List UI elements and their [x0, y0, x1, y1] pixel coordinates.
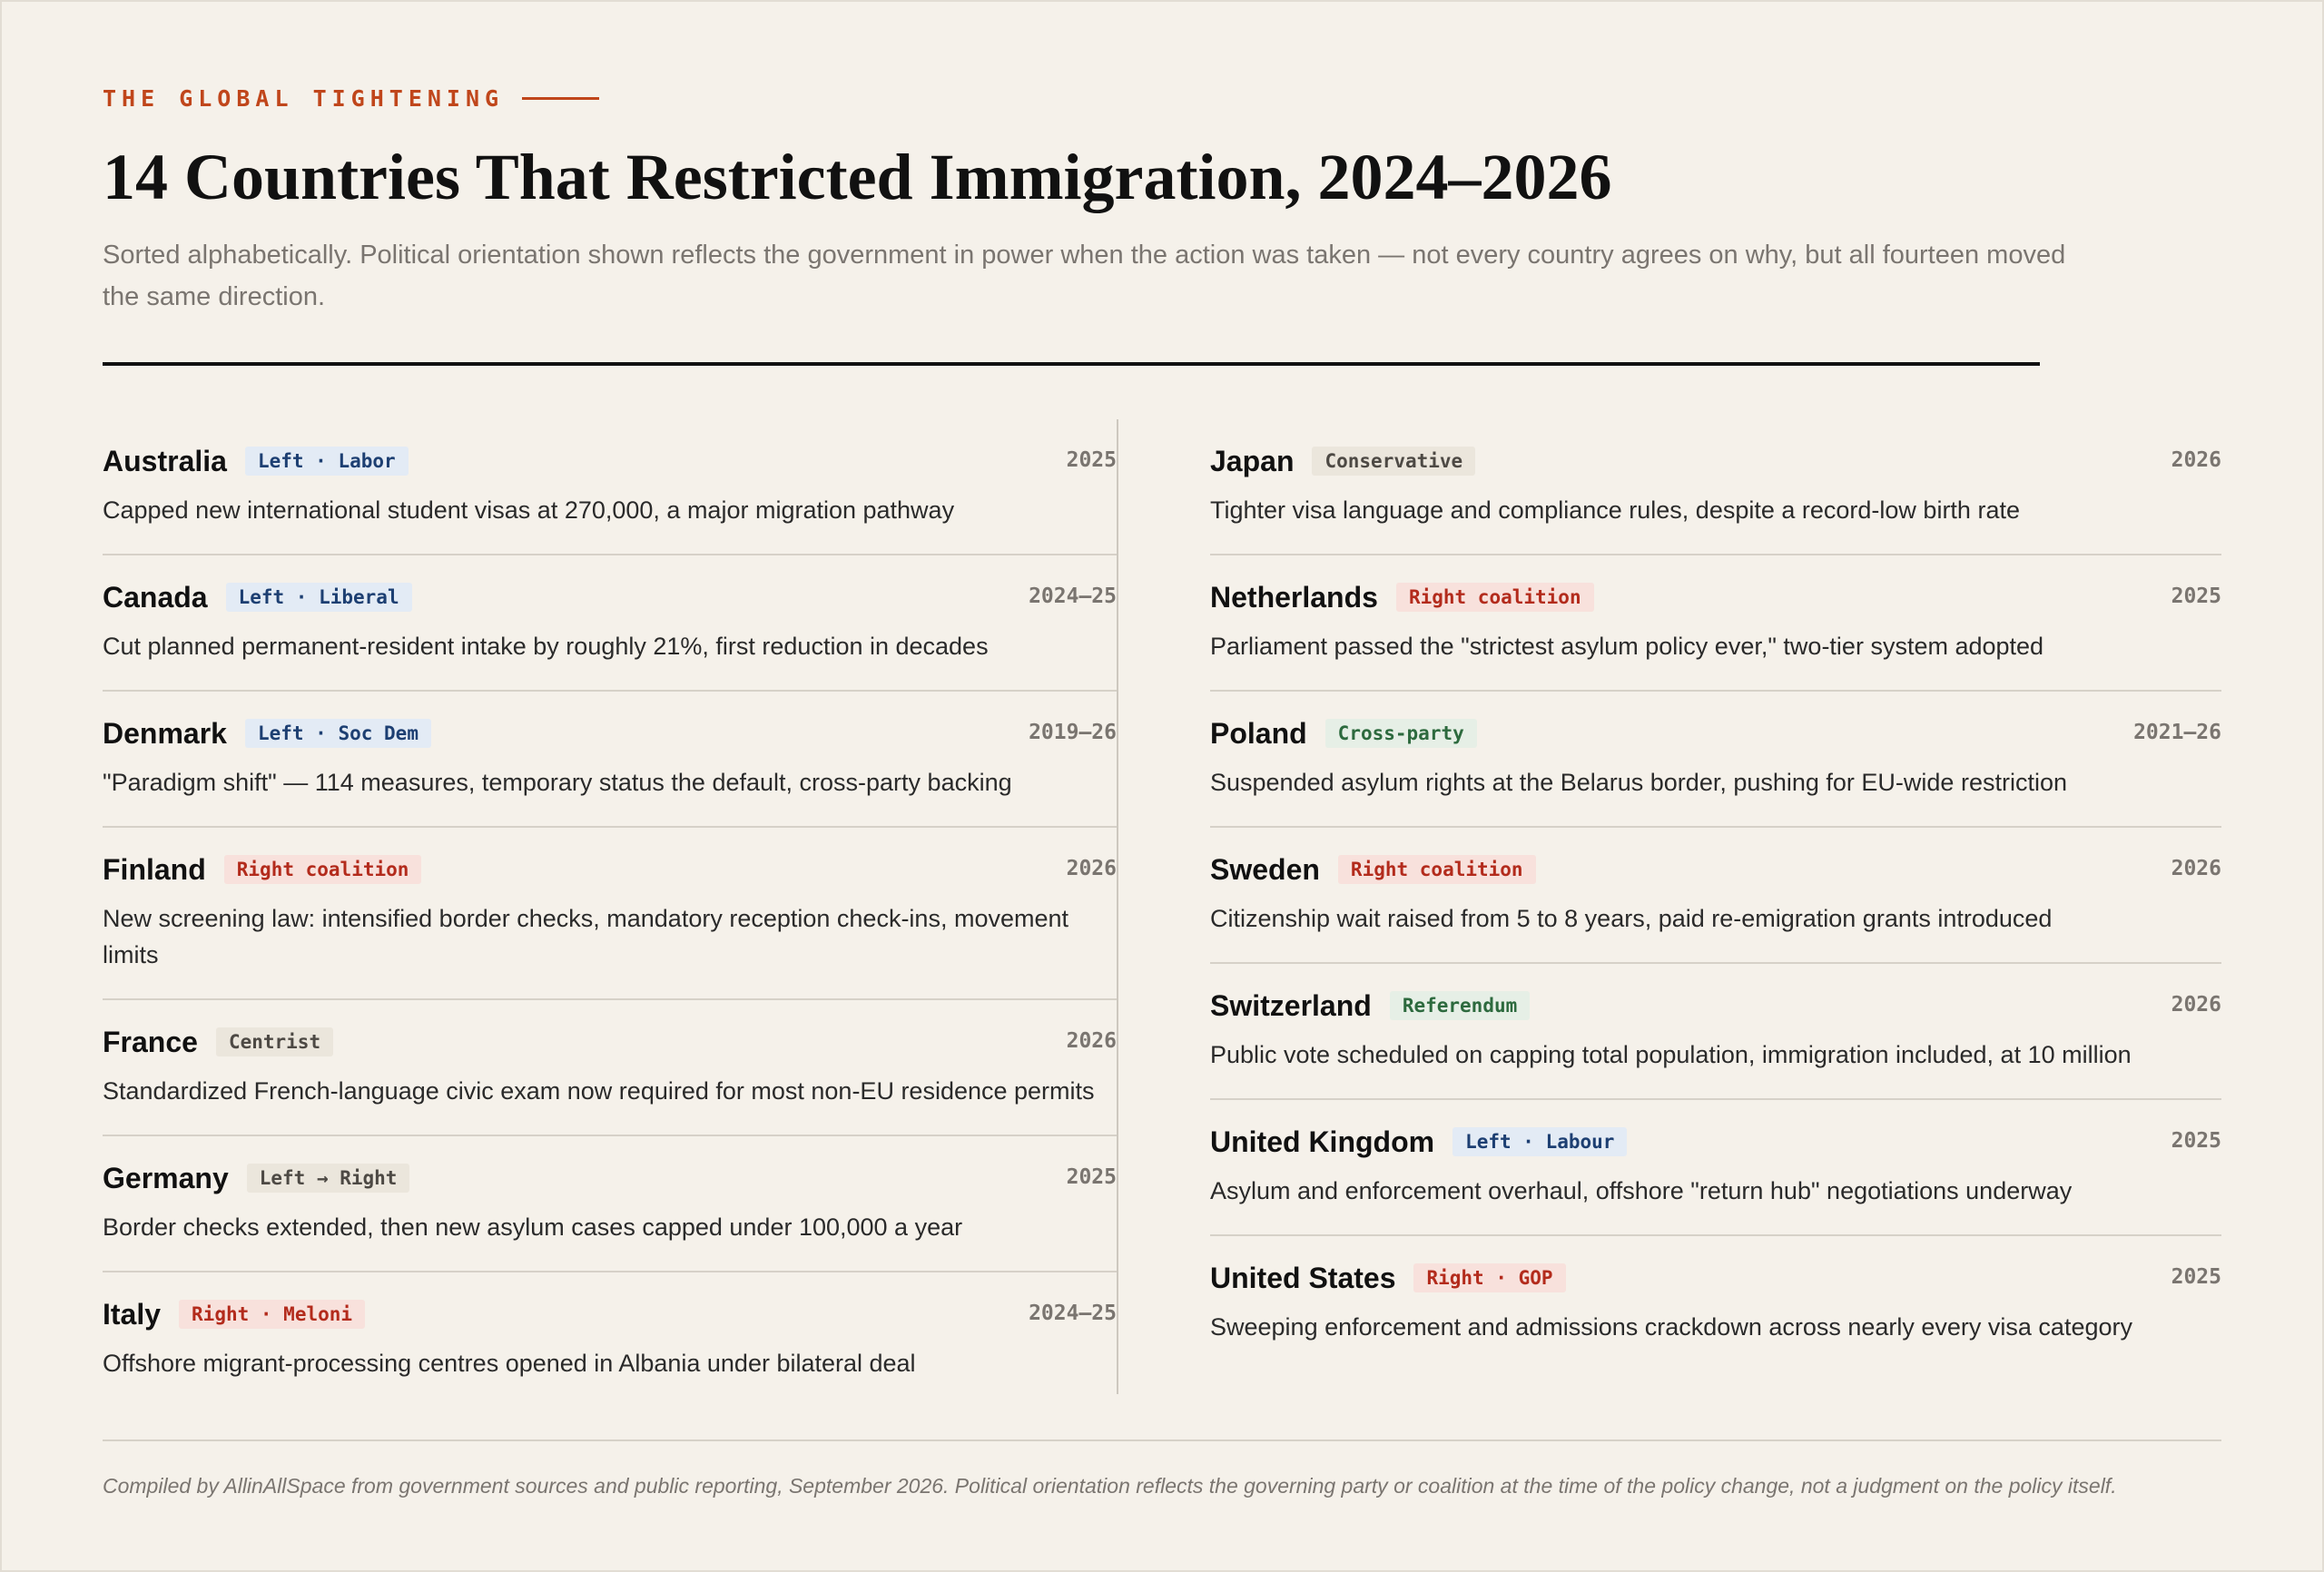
- year-label: 2025: [1066, 1165, 1117, 1189]
- country-name: France: [103, 1025, 198, 1058]
- policy-description: Border checks extended, then new asylum cases capped under 100,000 a year: [103, 1213, 963, 1241]
- orientation-badge: Left · Soc Dem: [245, 719, 431, 748]
- kicker-rule: [522, 97, 599, 100]
- year-label: 2021–26: [2133, 721, 2221, 744]
- entry-header: [103, 577, 1117, 617]
- orientation-badge: Left · Labour: [1452, 1127, 1627, 1156]
- country-name: Canada: [103, 580, 208, 614]
- country-name: Denmark: [103, 716, 227, 750]
- policy-description: Sweeping enforcement and admissions crackdown across nearly every visa category: [1210, 1313, 2132, 1341]
- country-name: Switzerland: [1210, 988, 1372, 1022]
- orientation-badge: Right · GOP: [1413, 1263, 1565, 1292]
- year-label: 2025: [2171, 1265, 2221, 1289]
- year-label: 2026: [2171, 857, 2221, 880]
- country-entry: [1210, 419, 2221, 555]
- country-entry: [103, 1272, 1117, 1407]
- entry-header: [1210, 1258, 2221, 1298]
- country-entry: [103, 419, 1117, 555]
- kicker: [103, 85, 599, 112]
- year-label: 2019–26: [1029, 721, 1117, 744]
- year-label: 2026: [1066, 1029, 1117, 1053]
- entry-header: [103, 713, 1117, 753]
- orientation-badge: Right coalition: [1338, 855, 1536, 884]
- policy-description: New screening law: intensified border checks, mandatory reception check-ins, movement limits: [103, 905, 1068, 968]
- policy-description: Parliament passed the "strictest asylum policy ever," two-tier system adopted: [1210, 633, 2044, 660]
- policy-description: Cut planned permanent-resident intake by roughly 21%, first reduction in decades: [103, 633, 989, 660]
- country-name: Finland: [103, 852, 206, 886]
- orientation-badge: Left → Right: [247, 1164, 410, 1193]
- entry-header: [1210, 441, 2221, 481]
- country-entry: [103, 692, 1117, 828]
- footer-note: Compiled by AllinAllSpace from government sources and public reporting, September 2026. Political orientation reflects the governing party or coalition at the time of the policy change, not a judgment on the policy itself.: [103, 1474, 2117, 1498]
- country-entry: [103, 1000, 1117, 1136]
- entry-header: [103, 1294, 1117, 1334]
- footer-divider: [103, 1439, 2221, 1441]
- kicker-text: THE GLOBAL TIGHTENING: [103, 85, 505, 112]
- country-entry: [1210, 692, 2221, 828]
- orientation-badge: Left · Liberal: [226, 583, 412, 612]
- right-column: [1210, 419, 2221, 1371]
- country-name: Germany: [103, 1161, 229, 1194]
- country-entry: [103, 555, 1117, 692]
- country-name: Australia: [103, 444, 227, 477]
- policy-description: Tighter visa language and compliance rules, despite a record-low birth rate: [1210, 496, 2020, 524]
- year-label: 2025: [2171, 1129, 2221, 1153]
- entry-header: [1210, 577, 2221, 617]
- orientation-badge: Centrist: [216, 1027, 333, 1056]
- policy-description: Public vote scheduled on capping total population, immigration included, at 10 million: [1210, 1041, 2132, 1068]
- country-name: Japan: [1210, 444, 1295, 477]
- page-subtitle: Sorted alphabetically. Political orientation shown reflects the government in power when the action was taken — not every country agrees on why, but all fourteen moved the same direction.: [103, 241, 2066, 311]
- policy-description: Citizenship wait raised from 5 to 8 years, paid re-emigration grants introduced: [1210, 905, 2053, 932]
- year-label: 2025: [2171, 585, 2221, 608]
- country-name: United States: [1210, 1261, 1396, 1294]
- country-entry: [103, 1136, 1117, 1272]
- country-name: Italy: [103, 1297, 162, 1331]
- policy-description: Standardized French-language civic exam now required for most non-EU residence permits: [103, 1077, 1095, 1105]
- orientation-badge: Right coalition: [1396, 583, 1594, 612]
- year-label: 2025: [1066, 448, 1117, 472]
- page-title: 14 Countries That Restricted Immigration, 2024–2026: [103, 141, 1612, 213]
- policy-description: Capped new international student visas at 270,000, a major migration pathway: [103, 496, 955, 524]
- entry-header: [103, 1158, 1117, 1198]
- header-divider: [103, 362, 2040, 366]
- country-entry: [1210, 1100, 2221, 1236]
- orientation-badge: Right · Meloni: [179, 1300, 365, 1329]
- country-name: Netherlands: [1210, 580, 1378, 614]
- country-name: United Kingdom: [1210, 1125, 1435, 1158]
- country-entry: [1210, 555, 2221, 692]
- orientation-badge: Right coalition: [224, 855, 422, 884]
- orientation-badge: Cross-party: [1325, 719, 1477, 748]
- entry-header: [1210, 1122, 2221, 1162]
- country-entry: [103, 828, 1117, 1000]
- year-label: 2026: [2171, 448, 2221, 472]
- policy-description: Offshore migrant-processing centres opened in Albania under bilateral deal: [103, 1350, 916, 1377]
- policy-description: Suspended asylum rights at the Belarus border, pushing for EU-wide restriction: [1210, 769, 2067, 796]
- year-label: 2024–25: [1029, 585, 1117, 608]
- policy-description: "Paradigm shift" — 114 measures, temporary status the default, cross-party backing: [103, 769, 1012, 796]
- entry-header: [1210, 713, 2221, 753]
- entry-header: [103, 850, 1117, 889]
- policy-description: Asylum and enforcement overhaul, offshore "return hub" negotiations underway: [1210, 1177, 2073, 1204]
- year-label: 2026: [2171, 993, 2221, 1017]
- entry-header: [103, 1022, 1117, 1062]
- country-entry: [1210, 964, 2221, 1100]
- left-column: [103, 419, 1118, 1394]
- year-label: 2026: [1066, 857, 1117, 880]
- entry-header: [103, 441, 1117, 481]
- country-name: Poland: [1210, 716, 1307, 750]
- year-label: 2024–25: [1029, 1302, 1117, 1325]
- orientation-badge: Referendum: [1390, 991, 1530, 1020]
- orientation-badge: Conservative: [1312, 447, 1475, 476]
- orientation-badge: Left · Labor: [245, 447, 409, 476]
- country-entry: [1210, 828, 2221, 964]
- country-name: Sweden: [1210, 852, 1320, 886]
- entry-header: [1210, 850, 2221, 889]
- entry-header: [1210, 986, 2221, 1026]
- country-entry: [1210, 1236, 2221, 1371]
